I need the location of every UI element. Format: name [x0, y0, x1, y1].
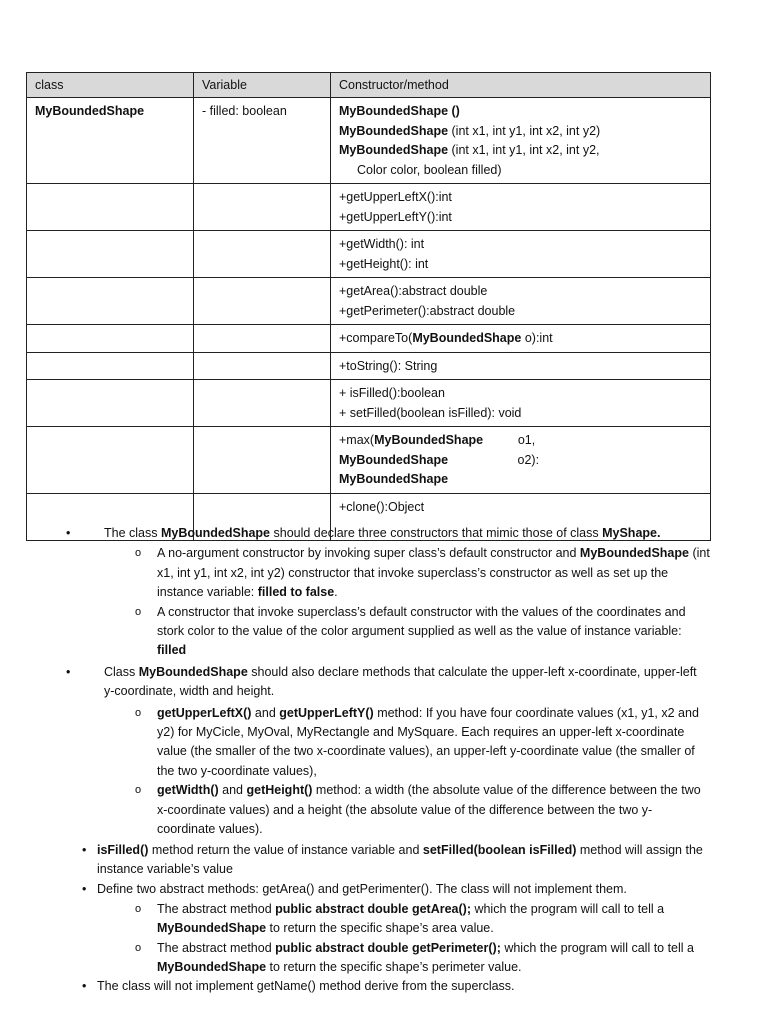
list-item	[0, 544, 710, 602]
variable-cell	[194, 325, 331, 353]
list-text: A no-argument constructor by invoking super class’s default constructor and	[157, 546, 580, 561]
method-line	[339, 384, 702, 404]
method-line	[339, 141, 702, 161]
list-text: and	[251, 705, 280, 720]
method-cell	[331, 352, 711, 380]
method-text: +getPerimeter():abstract double	[339, 303, 516, 318]
variable-cell	[194, 352, 331, 380]
list-text: and	[218, 783, 247, 798]
table-row	[27, 278, 711, 325]
list-text: getHeight()	[246, 783, 313, 798]
method-text: +getWidth(): int	[339, 237, 425, 251]
circle-bullet-icon: o	[135, 547, 142, 560]
method-text: MyBoundedShape	[339, 472, 449, 486]
method-text: MyBoundedShape ()	[339, 104, 460, 118]
list-text: The class	[104, 526, 161, 540]
method-text: + setFilled(boolean isFilled): void	[339, 405, 522, 420]
method-text: o2):	[448, 452, 540, 467]
method-cell	[331, 278, 711, 325]
list-item	[0, 900, 710, 939]
method-line	[339, 357, 702, 377]
method-text: +max(	[339, 433, 375, 447]
list-text: setFilled(boolean isFilled)	[422, 842, 577, 857]
circle-bullet-icon: o	[135, 902, 142, 915]
method-text: +toString(): String	[339, 358, 438, 373]
list-text: MyShape.	[602, 526, 661, 540]
class-spec-table	[26, 72, 711, 541]
list-text: MyBoundedShape	[160, 526, 271, 540]
list-text: public abstract double getArea();	[275, 901, 471, 916]
method-cell	[331, 184, 711, 231]
header-variable: Variable	[194, 73, 331, 98]
method-line	[339, 282, 702, 302]
table-row	[27, 325, 711, 353]
list-item	[0, 781, 710, 839]
variable-cell	[194, 427, 331, 494]
method-line	[339, 161, 702, 181]
circle-bullet-icon: o	[135, 706, 142, 719]
class-cell	[27, 325, 194, 353]
list-text: which the program will call to tell a	[470, 901, 665, 916]
variable-cell: - filled: boolean	[194, 98, 331, 184]
method-line	[339, 302, 702, 322]
table-row	[27, 98, 711, 184]
method-text: MyBoundedShape	[374, 433, 484, 447]
class-cell	[27, 427, 194, 494]
variable-cell	[194, 231, 331, 278]
class-cell	[27, 278, 194, 325]
list-text: getUpperLeftX()	[157, 705, 252, 720]
method-text: + isFilled():boolean	[339, 386, 445, 400]
method-line	[339, 470, 702, 490]
list-item	[0, 841, 707, 880]
list-text: to return the specific shape’s perimeter value.	[266, 959, 522, 974]
list-item	[0, 603, 710, 661]
table-row	[27, 184, 711, 231]
method-cell	[331, 427, 711, 494]
method-line	[339, 498, 702, 518]
list-text: Class	[104, 664, 139, 679]
table-row	[27, 352, 711, 380]
bullet-icon: •	[82, 842, 87, 857]
bullet-icon: •	[66, 664, 71, 679]
method-text: +getUpperLeftX():int	[339, 190, 452, 204]
list-item	[0, 524, 704, 543]
method-text: +compareTo(	[339, 331, 413, 345]
list-text: The class will not implement getName() method derive from the superclass.	[97, 979, 515, 994]
list-text: filled to false	[257, 585, 335, 600]
table-row	[27, 427, 711, 494]
table-row	[27, 231, 711, 278]
list-text: method will assign the instance variable’s value	[97, 842, 703, 876]
list-text: MyBoundedShape	[138, 664, 248, 679]
method-text: +clone():Object	[339, 499, 425, 514]
list-text: getUpperLeftY()	[279, 705, 374, 720]
method-cell	[331, 231, 711, 278]
table-row	[27, 380, 711, 427]
list-text: MyBoundedShape	[157, 921, 267, 936]
list-text: Define two abstract methods: getArea() and getPerimenter(). The class will not implement them.	[97, 882, 627, 897]
circle-bullet-icon: o	[135, 605, 142, 618]
list-text: method: a width (the absolute value of the difference between the two x-coordinate values) and a height (the absolute value of the difference between the two y-coordinate values).	[157, 783, 701, 837]
method-line	[339, 329, 702, 349]
list-item	[0, 880, 707, 899]
bullet-icon: •	[82, 882, 87, 897]
method-text: +getUpperLeftY():int	[339, 209, 452, 224]
list-text: A constructor that invoke superclass’s default constructor with the values of the coordinates and stork color to the value of the color argument supplied as well as the value of instance variable:	[157, 604, 686, 639]
bullet-icon: •	[82, 979, 87, 994]
list-text: to return the specific shape’s area value.	[266, 921, 494, 936]
bullet-icon: •	[66, 526, 71, 540]
list-text: .	[334, 585, 338, 600]
method-cell	[331, 380, 711, 427]
class-cell	[27, 184, 194, 231]
list-item	[0, 939, 710, 978]
method-text: Color color, boolean filled)	[357, 162, 502, 177]
class-cell	[27, 231, 194, 278]
method-text: o):int	[521, 331, 553, 345]
list-item	[0, 704, 710, 782]
list-text: isFilled()	[97, 842, 149, 857]
list-text: public abstract double getPerimeter();	[275, 940, 501, 955]
list-text: method: If you have four coordinate values (x1, y1, x2 and y2) for MyCicle, MyOval, MyRectangle and MySquare. Each requires an upper-left x-coordinate value (the smaller of the two x-coordinate values), an upper-left y-coordinate value (the smaller of the two y-coordinate values),	[157, 705, 699, 778]
list-text: which the program will call to tell a	[500, 940, 694, 955]
list-text: MyBoundedShape	[157, 959, 267, 974]
circle-bullet-icon: o	[135, 941, 142, 954]
class-cell: MyBoundedShape	[27, 98, 194, 184]
method-line	[339, 451, 702, 471]
method-line	[339, 102, 702, 122]
list-text: filled	[157, 643, 187, 658]
requirements-list	[0, 524, 768, 997]
method-text: (int x1, int y1, int x2, int y2)	[448, 123, 601, 138]
class-cell	[27, 352, 194, 380]
list-item	[0, 977, 707, 996]
header-constructor-method: Constructor/method	[331, 73, 711, 98]
method-text: MyBoundedShape	[339, 143, 449, 157]
method-text: +getHeight(): int	[339, 256, 429, 271]
method-text: MyBoundedShape	[412, 331, 522, 345]
class-cell	[27, 380, 194, 427]
list-text: MyBoundedShape	[579, 546, 689, 561]
header-class: class	[27, 73, 194, 98]
method-line	[339, 122, 702, 142]
method-text: MyBoundedShape	[339, 452, 449, 467]
method-line	[339, 255, 702, 275]
method-line	[339, 208, 702, 228]
list-text: The abstract method	[157, 940, 276, 955]
method-text: +getArea():abstract double	[339, 284, 488, 298]
variable-cell	[194, 278, 331, 325]
list-text: should also declare methods that calculate the upper-left x-coordinate, upper-left y-coordinate, width and height.	[104, 664, 697, 699]
circle-bullet-icon: o	[135, 784, 142, 797]
method-line	[339, 235, 702, 255]
method-text: o1,	[483, 433, 536, 447]
method-line	[339, 404, 702, 424]
method-cell	[331, 325, 711, 353]
variable-cell	[194, 184, 331, 231]
list-text: The abstract method	[157, 901, 276, 916]
list-text: method return the value of instance variable and	[148, 842, 423, 857]
method-text: (int x1, int y1, int x2, int y2,	[448, 143, 600, 157]
method-text: MyBoundedShape	[339, 123, 449, 138]
method-line	[339, 431, 702, 451]
list-text: getWidth()	[157, 783, 219, 798]
list-text: (int x1, int y1, int x2, int y2) constructor that invoke superclass’s constructor as well as set up the instance variable:	[157, 546, 710, 600]
method-line	[339, 188, 702, 208]
table-header-row	[27, 73, 711, 98]
list-item	[0, 663, 704, 702]
variable-cell	[194, 380, 331, 427]
method-cell	[331, 98, 711, 184]
list-text: should declare three constructors that mimic those of class	[270, 526, 603, 540]
